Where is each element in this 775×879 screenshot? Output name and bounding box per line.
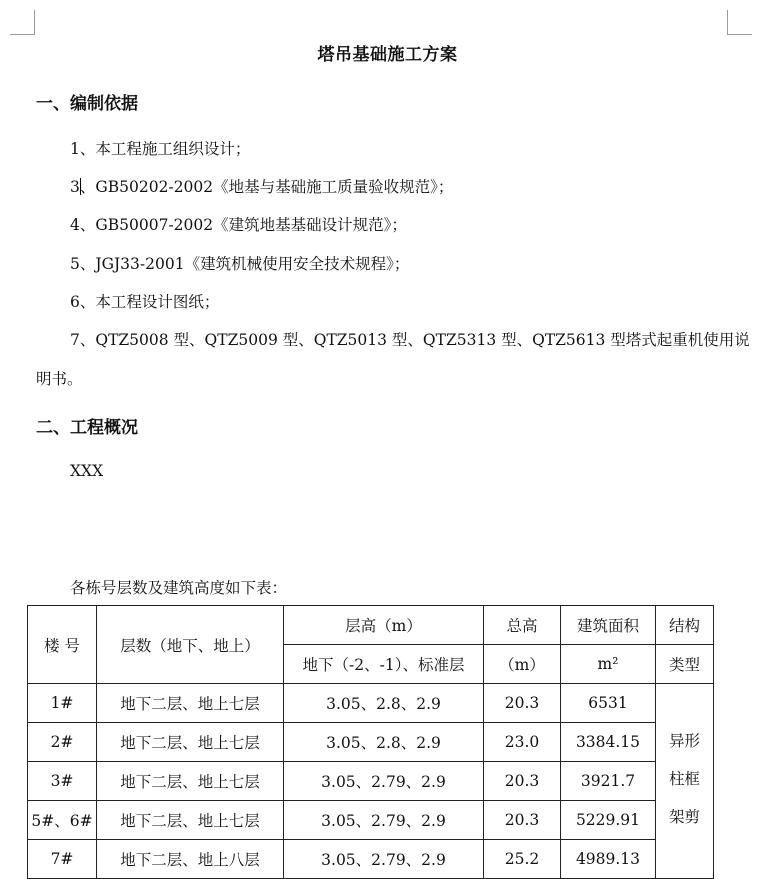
table-row (28, 723, 714, 762)
basis-item-7-continuation: 明书。 (36, 370, 83, 388)
basis-item-3-prefix: 3 (70, 178, 80, 196)
cell-floors: 地下二层、地上七层 (97, 762, 284, 801)
section-heading-basis: 一、编制依据 (36, 94, 138, 114)
cell-heights: 3.05、2.8、2.9 (284, 684, 484, 723)
table-row (28, 762, 714, 801)
structure-line-2: 柱框 (668, 770, 700, 788)
table-row (28, 684, 714, 723)
cell-total-height: 20.3 (484, 801, 561, 840)
header-area-line1: 建筑面积 (561, 606, 656, 645)
table-intro: 各栋号层数及建筑高度如下表： (70, 579, 288, 597)
header-area-line2: m² (561, 645, 656, 684)
structure-line-3: 架剪 (668, 808, 700, 826)
table-row (28, 801, 714, 840)
basis-item-4: 4、GB50007-2002《建筑地基基础设计规范》； (70, 216, 407, 234)
basis-item-1: 1、本工程施工组织设计； (70, 140, 251, 158)
section-heading-overview: 二、工程概况 (36, 418, 138, 438)
cell-building: 5#、6# (28, 801, 97, 840)
table-row (28, 840, 714, 879)
cell-area: 3384.15 (561, 723, 656, 762)
cell-total-height: 20.3 (484, 684, 561, 723)
cell-total-height: 23.0 (484, 723, 561, 762)
cell-heights: 3.05、2.79、2.9 (284, 840, 484, 879)
cell-floors: 地下二层、地上七层 (97, 801, 284, 840)
header-floor-height-line1: 层高（m） (284, 606, 484, 645)
cell-total-height: 25.2 (484, 840, 561, 879)
building-floors-table (27, 605, 714, 879)
basis-item-7: 7、QTZ5008 型、QTZ5009 型、QTZ5013 型、QTZ5313 型、QTZ5613 型塔式起重机使用说 (70, 331, 750, 349)
cell-area: 6531 (561, 684, 656, 723)
cell-floors: 地下二层、地上八层 (97, 840, 284, 879)
header-total-height-line1: 总高 (484, 606, 561, 645)
header-floors: 层数（地下、地上） (97, 606, 284, 684)
cell-heights: 3.05、2.8、2.9 (284, 723, 484, 762)
overview-text: XXX (70, 462, 104, 480)
header-floor-height-line2: 地下（-2、-1）、标准层 (284, 645, 484, 684)
cell-building: 1# (28, 684, 97, 723)
cell-structure-type (656, 684, 714, 879)
cell-heights: 3.05、2.79、2.9 (284, 762, 484, 801)
document-title: 塔吊基础施工方案 (317, 45, 458, 65)
header-structure-line1: 结构 (656, 606, 714, 645)
cell-area: 3921.7 (561, 762, 656, 801)
basis-item-6: 6、本工程设计图纸； (70, 293, 220, 311)
basis-item-3-text: 、GB50202-2002《地基与基础施工质量验收规范》； (79, 178, 454, 196)
cell-area: 5229.91 (561, 801, 656, 840)
header-building: 楼 号 (28, 606, 97, 684)
basis-item-5: 5、JGJ33-2001《建筑机械使用安全技术规程》； (70, 255, 410, 273)
cell-total-height: 20.3 (484, 762, 561, 801)
cell-area: 4989.13 (561, 840, 656, 879)
basis-item-3[interactable] (70, 175, 453, 197)
page-corner-mark-top-right (727, 10, 752, 35)
page-corner-mark-top-left (10, 10, 35, 35)
cell-building: 3# (28, 762, 97, 801)
structure-line-1: 异形 (668, 732, 700, 750)
cell-building: 2# (28, 723, 97, 762)
cell-heights: 3.05、2.79、2.9 (284, 801, 484, 840)
cell-floors: 地下二层、地上七层 (97, 684, 284, 723)
header-total-height-line2: （m） (484, 645, 561, 684)
cell-floors: 地下二层、地上七层 (97, 723, 284, 762)
cell-building: 7# (28, 840, 97, 879)
header-structure-line2: 类型 (656, 645, 714, 684)
